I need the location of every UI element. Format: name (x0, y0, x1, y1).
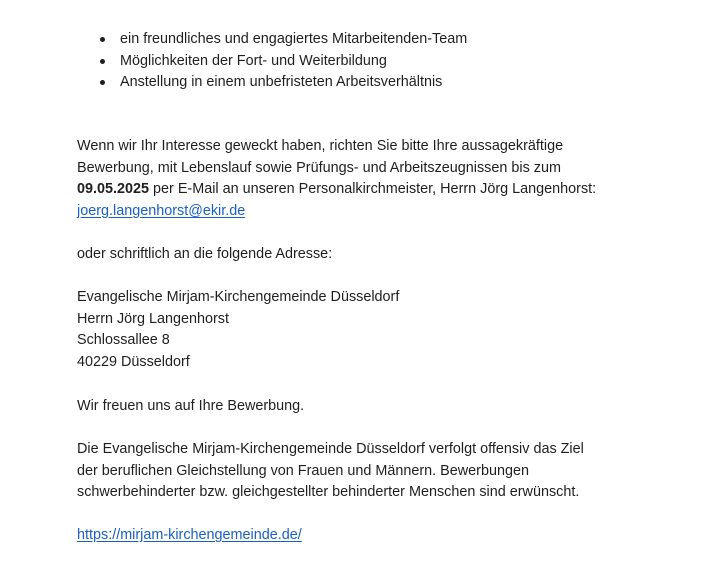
bullet-icon (100, 59, 105, 64)
benefit-text: ein freundliches und engagiertes Mitarbeitenden-Team (120, 31, 468, 47)
application-line-4 (77, 201, 596, 223)
benefit-text: Möglichkeiten der Fort- und Weiterbildung (120, 52, 387, 69)
benefit-text: Anstellung in einem unbefristeten Arbeitsverhältnis (120, 74, 443, 90)
email-link[interactable]: joerg.langenhorst@ekir.de (77, 202, 246, 219)
equality-paragraph (77, 439, 584, 504)
website-link[interactable]: https://mirjam-kirchengemeinde.de/ (77, 527, 302, 543)
application-line-3 (77, 179, 596, 201)
application-line-3-rest: per E-Mail an unseren Personalkirchmeister, Herrn Jörg Langenhorst: (149, 181, 597, 198)
deadline-date: 09.05.2025 (77, 181, 150, 198)
closing-sentence: Wir freuen uns auf Ihre Bewerbung. (77, 398, 305, 414)
equality-line-3: schwerbehinderter bzw. gleichgestellter behinderter Menschen sind erwünscht. (77, 484, 580, 501)
postal-intro: oder schriftlich an die folgende Adresse: (77, 246, 333, 262)
application-paragraph (77, 136, 596, 222)
address-city: 40229 Düsseldorf (77, 353, 190, 370)
address-recipient: Herrn Jörg Langenhorst (77, 310, 229, 327)
equality-line-2: der beruflichen Gleichstellung von Frauen und Männern. Bewerbungen (77, 462, 529, 479)
address-block (77, 287, 399, 373)
equality-line-1: Die Evangelische Mirjam-Kirchengemeinde Düsseldorf verfolgt offensiv das Ziel (77, 441, 584, 457)
bullet-icon (100, 37, 105, 42)
website-paragraph (77, 525, 302, 547)
list-item (100, 29, 467, 51)
address-organization: Evangelische Mirjam-Kirchengemeinde Düsseldorf (77, 289, 400, 305)
application-line-2: Bewerbung, mit Lebenslauf sowie Prüfungs- und Arbeitszeugnissen bis zum (77, 159, 561, 176)
list-item (100, 72, 467, 94)
benefits-list (100, 29, 467, 94)
address-street: Schlossallee 8 (77, 332, 170, 349)
bullet-icon (100, 80, 105, 85)
application-line-1: Wenn wir Ihr Interesse geweckt haben, richten Sie bitte Ihre aussagekräftige (77, 138, 564, 154)
list-item (100, 51, 467, 73)
